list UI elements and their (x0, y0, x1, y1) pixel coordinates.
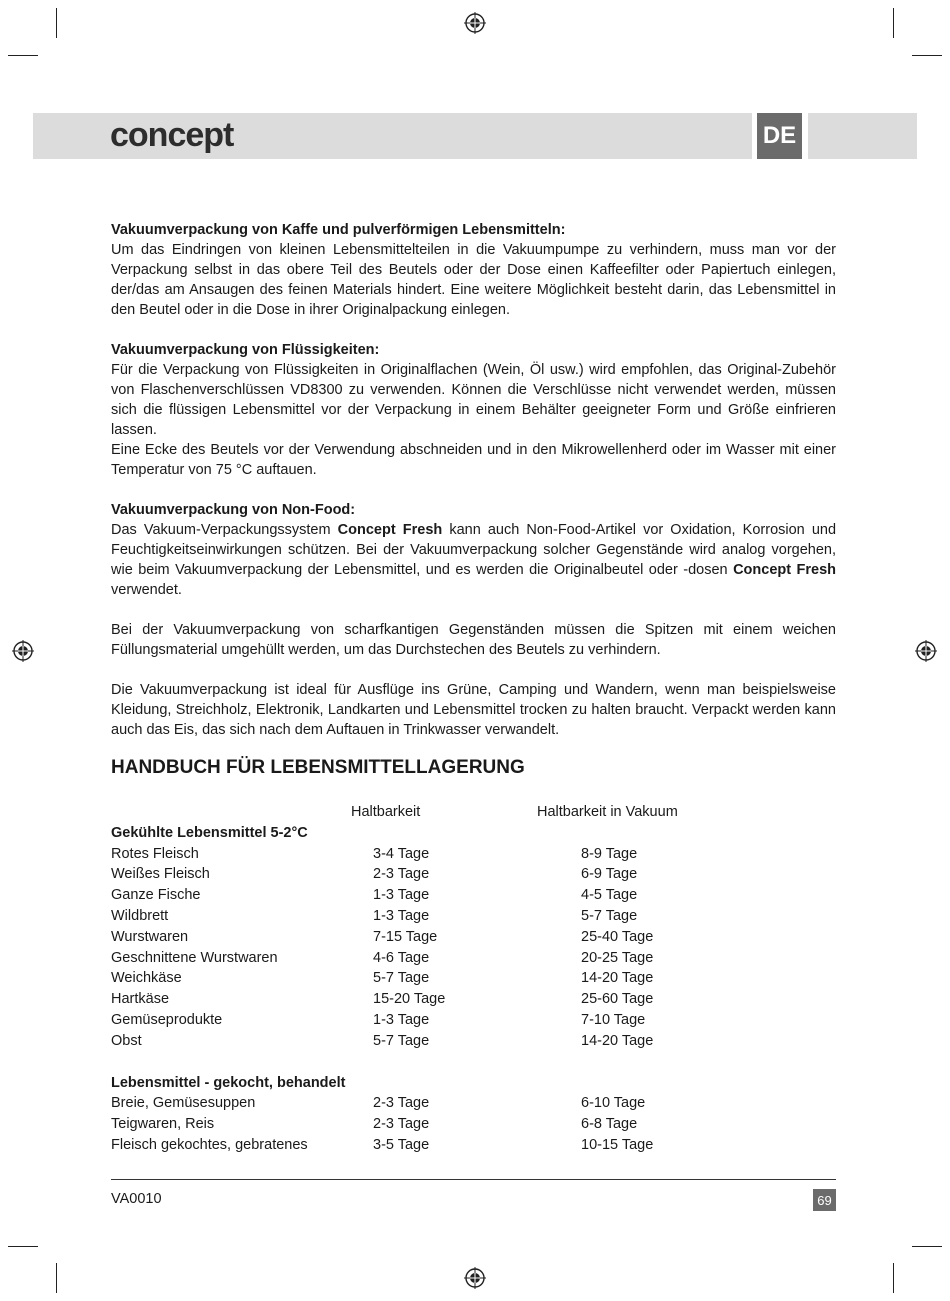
registration-mark-icon (915, 640, 937, 662)
vacuum-shelf-life-cell: 20-25 Tage (581, 949, 654, 966)
section-coffee (111, 220, 836, 320)
vacuum-shelf-life-cell: 25-60 Tage (581, 991, 654, 1008)
food-name-cell: Rotes Fleisch (111, 845, 199, 862)
brand-name: Concept Fresh (337, 522, 443, 538)
table-body (111, 823, 836, 1156)
table-row (111, 1135, 836, 1156)
crop-mark (912, 1246, 942, 1247)
vacuum-shelf-life-cell: 14-20 Tage (581, 970, 654, 987)
group-spacer (111, 1052, 836, 1073)
registration-mark-icon (464, 1267, 486, 1289)
table-row (111, 1114, 836, 1135)
shelf-life-cell: 2-3 Tage (373, 1116, 430, 1133)
shelf-life-cell: 5-7 Tage (373, 1032, 430, 1049)
section-outdoor (111, 680, 836, 740)
page-number: 69 (813, 1189, 836, 1211)
table-row (111, 906, 836, 927)
paragraph (111, 520, 836, 600)
paragraph: Um das Eindringen von kleinen Lebensmittelteilen in die Vakuumpumpe zu verhindern, muss man vor der Verpackung selbst in das obere Teil des Beutels oder der Dose einen Kaffeefilter oder Papiertuch einlegen, der/das am Ansaugen des feinen Materials hindert. Eine weitere Möglichkeit besteht darin, das Lebensmittel in den Beutel oder in die Dose in ihrer Originalpackung einlegen. (111, 242, 836, 318)
header-bar-right (808, 113, 917, 159)
column-header-vacuum-shelf-life: Haltbarkeit in Vakuum (537, 804, 678, 820)
food-name-cell: Wurstwaren (111, 928, 189, 945)
group-title: Gekühlte Lebensmittel 5-2°C (111, 824, 308, 841)
shelf-life-cell: 2-3 Tage (373, 866, 430, 883)
language-badge: DE (757, 113, 802, 159)
crop-mark (56, 8, 57, 38)
vacuum-shelf-life-cell: 6-10 Tage (581, 1095, 646, 1112)
food-name-cell: Obst (111, 1032, 142, 1049)
section-heading: Vakuumverpackung von Non-Food: (111, 502, 356, 518)
paragraph: Die Vakuumverpackung ist ideal für Ausflüge ins Grüne, Camping und Wandern, wenn man beispielsweise Kleidung, Streichholz, Elektronik, Landkarten und Lebensmittel trocken zu halten braucht. Verpackt werden kann auch das Eis, das sich nach dem Auftauen in Trinkwasser verwandelt. (111, 682, 836, 738)
table-row (111, 927, 836, 948)
vacuum-shelf-life-cell: 10-15 Tage (581, 1136, 654, 1153)
shelf-life-cell: 7-15 Tage (373, 928, 438, 945)
group-header-row (111, 1073, 836, 1094)
vacuum-shelf-life-cell: 5-7 Tage (581, 907, 638, 924)
food-name-cell: Wildbrett (111, 907, 169, 924)
vacuum-shelf-life-cell: 7-10 Tage (581, 1011, 646, 1028)
food-name-cell: Weichkäse (111, 970, 182, 987)
section-heading: Vakuumverpackung von Kaffe und pulverförmigen Lebensmitteln: (111, 222, 566, 238)
model-code: VA0010 (111, 1191, 162, 1207)
vacuum-shelf-life-cell: 6-9 Tage (581, 866, 638, 883)
group-header-row (111, 823, 836, 844)
table-row (111, 968, 836, 989)
vacuum-shelf-life-cell: 14-20 Tage (581, 1032, 654, 1049)
shelf-life-cell: 2-3 Tage (373, 1095, 430, 1112)
food-name-cell: Teigwaren, Reis (111, 1116, 215, 1133)
shelf-life-cell: 1-3 Tage (373, 887, 430, 904)
shelf-life-cell: 3-5 Tage (373, 1136, 430, 1153)
footer-divider (111, 1179, 836, 1180)
table-row (111, 844, 836, 865)
section-sharp-objects (111, 620, 836, 660)
table-header-row (111, 802, 836, 823)
crop-mark (893, 1263, 894, 1293)
vacuum-shelf-life-cell: 4-5 Tage (581, 887, 638, 904)
shelf-life-cell: 15-20 Tage (373, 991, 446, 1008)
shelf-life-cell: 1-3 Tage (373, 1011, 430, 1028)
storage-table (111, 802, 836, 1156)
paragraph: Bei der Vakuumverpackung von scharfkantigen Gegenständen müssen die Spitzen mit einem weichen Füllungsmaterial umgehüllt werden, um das Durchstechen des Beutels zu verhindern. (111, 622, 836, 658)
table-row (111, 989, 836, 1010)
crop-mark (8, 1246, 38, 1247)
section-liquids (111, 340, 836, 480)
text-span: verwendet. (111, 582, 182, 598)
shelf-life-cell: 5-7 Tage (373, 970, 430, 987)
brand-logo: concept (110, 116, 234, 154)
shelf-life-cell: 4-6 Tage (373, 949, 430, 966)
registration-mark-icon (12, 640, 34, 662)
food-name-cell: Fleisch gekochtes, gebratenes (111, 1136, 308, 1153)
table-row (111, 1031, 836, 1052)
food-name-cell: Weißes Fleisch (111, 866, 210, 883)
shelf-life-cell: 1-3 Tage (373, 907, 430, 924)
text-span: kann auch Non-Food-Artikel vor Oxidation, Korrosion und Feuchtigkeitseinwirkungen schützen. Bei der Vakuumverpackung solcher Gegenstände wird analog vorgehen, wie beim Vakuumverpackung der Lebensmittel, und es werden die Originalbeutel oder -dosen (111, 522, 837, 578)
food-name-cell: Ganze Fische (111, 887, 201, 904)
paragraph: Eine Ecke des Beutels vor der Verwendung abschneiden und in den Mikrowellenherd oder im Wasser mit einer Temperatur von 75 °C auftauen. (111, 442, 836, 478)
content (111, 220, 836, 760)
crop-mark (56, 1263, 57, 1293)
vacuum-shelf-life-cell: 25-40 Tage (581, 928, 654, 945)
brand-name: Concept Fresh (733, 562, 836, 578)
section-nonfood (111, 500, 836, 600)
table-row (111, 948, 836, 969)
crop-mark (912, 55, 942, 56)
column-header-shelf-life: Haltbarkeit (351, 804, 421, 820)
table-row (111, 864, 836, 885)
text-span: Das Vakuum-Verpackungssystem (111, 522, 338, 538)
section-heading: Vakuumverpackung von Flüssigkeiten: (111, 342, 380, 358)
crop-mark (893, 8, 894, 38)
vacuum-shelf-life-cell: 6-8 Tage (581, 1116, 638, 1133)
table-row (111, 1093, 836, 1114)
registration-mark-icon (464, 12, 486, 34)
food-name-cell: Geschnittene Wurstwaren (111, 949, 278, 966)
food-name-cell: Breie, Gemüsesuppen (111, 1095, 256, 1112)
group-title: Lebensmittel - gekocht, behandelt (111, 1074, 346, 1091)
guide-title: HANDBUCH FÜR LEBENSMITTELLAGERUNG (111, 757, 525, 778)
food-name-cell: Gemüseprodukte (111, 1011, 223, 1028)
vacuum-shelf-life-cell: 8-9 Tage (581, 845, 638, 862)
food-name-cell: Hartkäse (111, 991, 170, 1008)
shelf-life-cell: 3-4 Tage (373, 845, 430, 862)
paragraph: Für die Verpackung von Flüssigkeiten in Originalflachen (Wein, Öl usw.) wird empfohlen, das Original-Zubehör von Flaschenverschlüssen VD8300 zu verwenden. Können die Verschlüsse nicht verwendet werden, müssen sich die flüssigen Lebensmittel vor der Verpackung in einem Behälter geeigneter Form und Größe einfrieren lassen. (111, 362, 836, 438)
table-row (111, 885, 836, 906)
crop-mark (8, 55, 38, 56)
table-row (111, 1010, 836, 1031)
